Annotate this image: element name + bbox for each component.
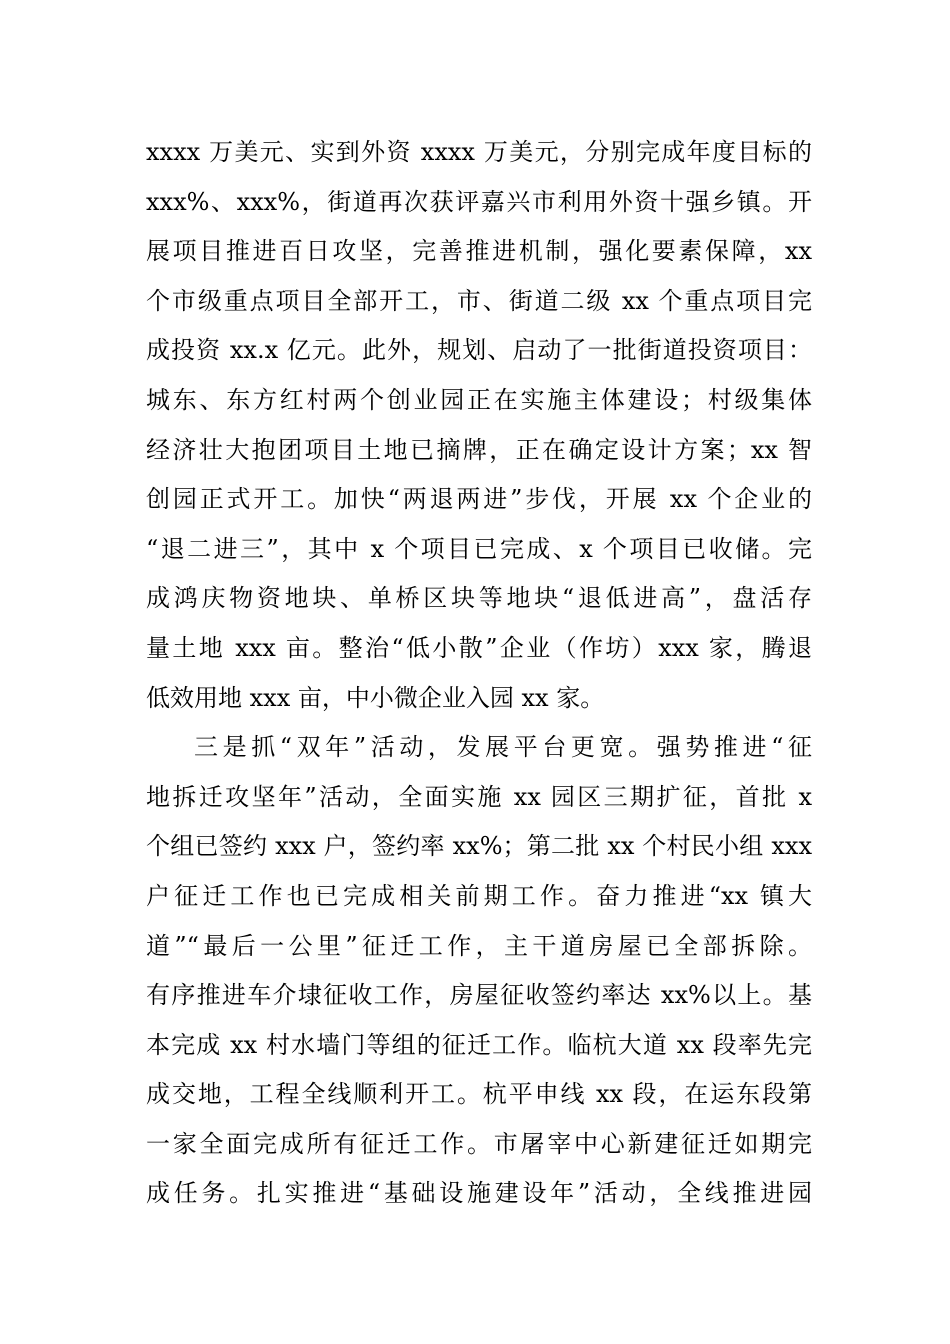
document-body: [146, 128, 812, 1219]
text-line: 低效用地 xxx 亩，中小微企业入园 xx 家。: [146, 683, 605, 712]
text-line: 个市级重点项目全部开工，市、街道二级 xx 个重点项目完: [146, 286, 812, 315]
text-line: 有序推进车介埭征收工作，房屋征收签约率达 xx%以上。基: [146, 981, 812, 1010]
text-line: 本完成 xx 村水墙门等组的征迁工作。临杭大道 xx 段率先完: [146, 1030, 812, 1059]
text-line: 成交地，工程全线顺利开工。杭平申线 xx 段，在运东段第: [146, 1080, 812, 1109]
text-line: 个组已签约 xxx 户，签约率 xx%；第二批 xx 个村民小组 xxx: [146, 832, 812, 861]
text-line: 成鸿庆物资地块、单桥区块等地块“退低进高”，盘活存: [146, 584, 812, 613]
text-line: 成投资 xx.x 亿元。此外，规划、启动了一批街道投资项目：: [146, 336, 812, 365]
text-line: 户征迁工作也已完成相关前期工作。奋力推进“xx 镇大: [146, 881, 812, 910]
text-line: “退二进三”，其中 x 个项目已完成、x 个项目已收储。完: [146, 534, 812, 563]
text-line: 地拆迁攻坚年”活动，全面实施 xx 园区三期扩征，首批 x: [146, 782, 812, 811]
text-line: 展项目推进百日攻坚，完善推进机制，强化要素保障，xx: [146, 237, 812, 266]
text-line: 创园正式开工。加快“两退两进”步伐，开展 xx 个企业的: [146, 485, 812, 514]
paragraph-1: [146, 128, 812, 723]
text-line: xxx%、xxx%，街道再次获评嘉兴市利用外资十强乡镇。开: [146, 187, 812, 216]
text-line: 三是抓“双年”活动，发展平台更宽。强势推进“征: [194, 733, 812, 762]
text-line: xxxx 万美元、实到外资 xxxx 万美元，分别完成年度目标的: [146, 138, 812, 166]
text-line: 一家全面完成所有征迁工作。市屠宰中心新建征迁如期完: [146, 1129, 812, 1158]
text-line: 城东、东方红村两个创业园正在实施主体建设；村级集体: [146, 385, 812, 414]
text-line: 量土地 xxx 亩。整治“低小散”企业（作坊）xxx 家，腾退: [146, 633, 812, 662]
text-line: 经济壮大抱团项目土地已摘牌，正在确定设计方案；xx 智: [146, 435, 812, 464]
paragraph-2: [146, 723, 812, 1219]
text-line: 成任务。扎实推进“基础设施建设年”活动，全线推进园: [146, 1179, 812, 1208]
text-line: 道”“最后一公里”征迁工作，主干道房屋已全部拆除。: [146, 931, 812, 960]
